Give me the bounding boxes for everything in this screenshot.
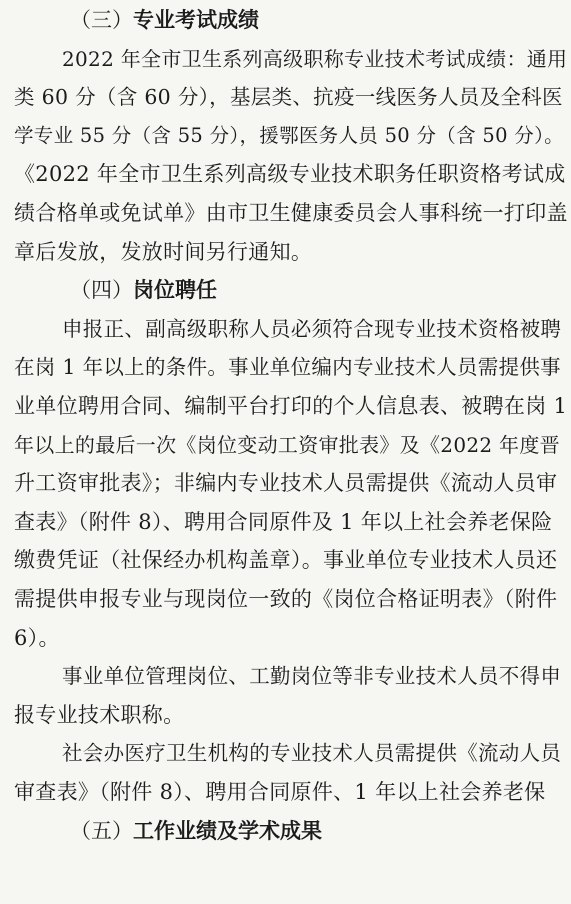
heading-number: （四） (70, 278, 133, 302)
text-line: 报专业技术职称。 (14, 703, 185, 727)
heading-title: 专业考试成绩 (133, 7, 259, 32)
section-heading-4 (70, 273, 217, 307)
text-line: 需提供申报专业与现岗位一致的《岗位合格证明表》（附件 (14, 587, 558, 611)
text-line: 社会办医疗卫生机构的专业技术人员需提供《流动人员 (62, 741, 562, 765)
text-line: 事业单位管理岗位、工勤岗位等非专业技术人员不得申 (62, 664, 562, 688)
text-line: 年以上的最后一次《岗位变动工资审批表》及《2022 年度晋 (14, 433, 560, 457)
section-heading-3 (70, 3, 259, 37)
text-line: 查表》（附件 8）、聘用合同原件及 1 年以上社会养老保险 (14, 510, 553, 534)
text-line: 业单位聘用合同、编制平台打印的个人信息表、被聘在岗 1 (14, 394, 568, 418)
text-line: 审查表》（附件 8）、聘用合同原件、1 年以上社会养老保 (14, 780, 546, 804)
section-heading-5 (70, 814, 322, 848)
text-line: 缴费凭证（社保经办机构盖章）。事业单位专业技术人员还 (14, 548, 558, 572)
text-line: 申报正、副高级职称人员必须符合现专业技术资格被聘 (62, 317, 562, 341)
text-line: 学专业 55 分（含 55 分），援鄂医务人员 50 分（含 50 分）。 (14, 124, 564, 147)
text-line: 6）。 (14, 626, 60, 650)
heading-number: （五） (70, 819, 133, 843)
text-line: 章后发放，发放时间另行通知。 (14, 240, 313, 264)
text-line: 绩合格单或免试单》由市卫生健康委员会人事科统一打印盖 (14, 201, 568, 225)
text-line: 类 60 分（含 60 分），基层类、抗疫一线医务人员及全科医 (14, 85, 563, 109)
heading-number: （三） (70, 8, 133, 32)
text-line: 《2022 年全市卫生系列高级专业技术职务任职资格考试成 (14, 162, 566, 186)
heading-title: 岗位聘任 (133, 277, 217, 302)
heading-title: 工作业绩及学术成果 (133, 818, 322, 843)
text-line: 2022 年全市卫生系列高级职称专业技术考试成绩：通用 (62, 47, 568, 71)
text-line: 在岗 1 年以上的条件。事业单位编内专业技术人员需提供事 (14, 355, 561, 379)
text-line: 升工资审批表》；非编内专业技术人员需提供《流动人员审 (14, 471, 558, 495)
